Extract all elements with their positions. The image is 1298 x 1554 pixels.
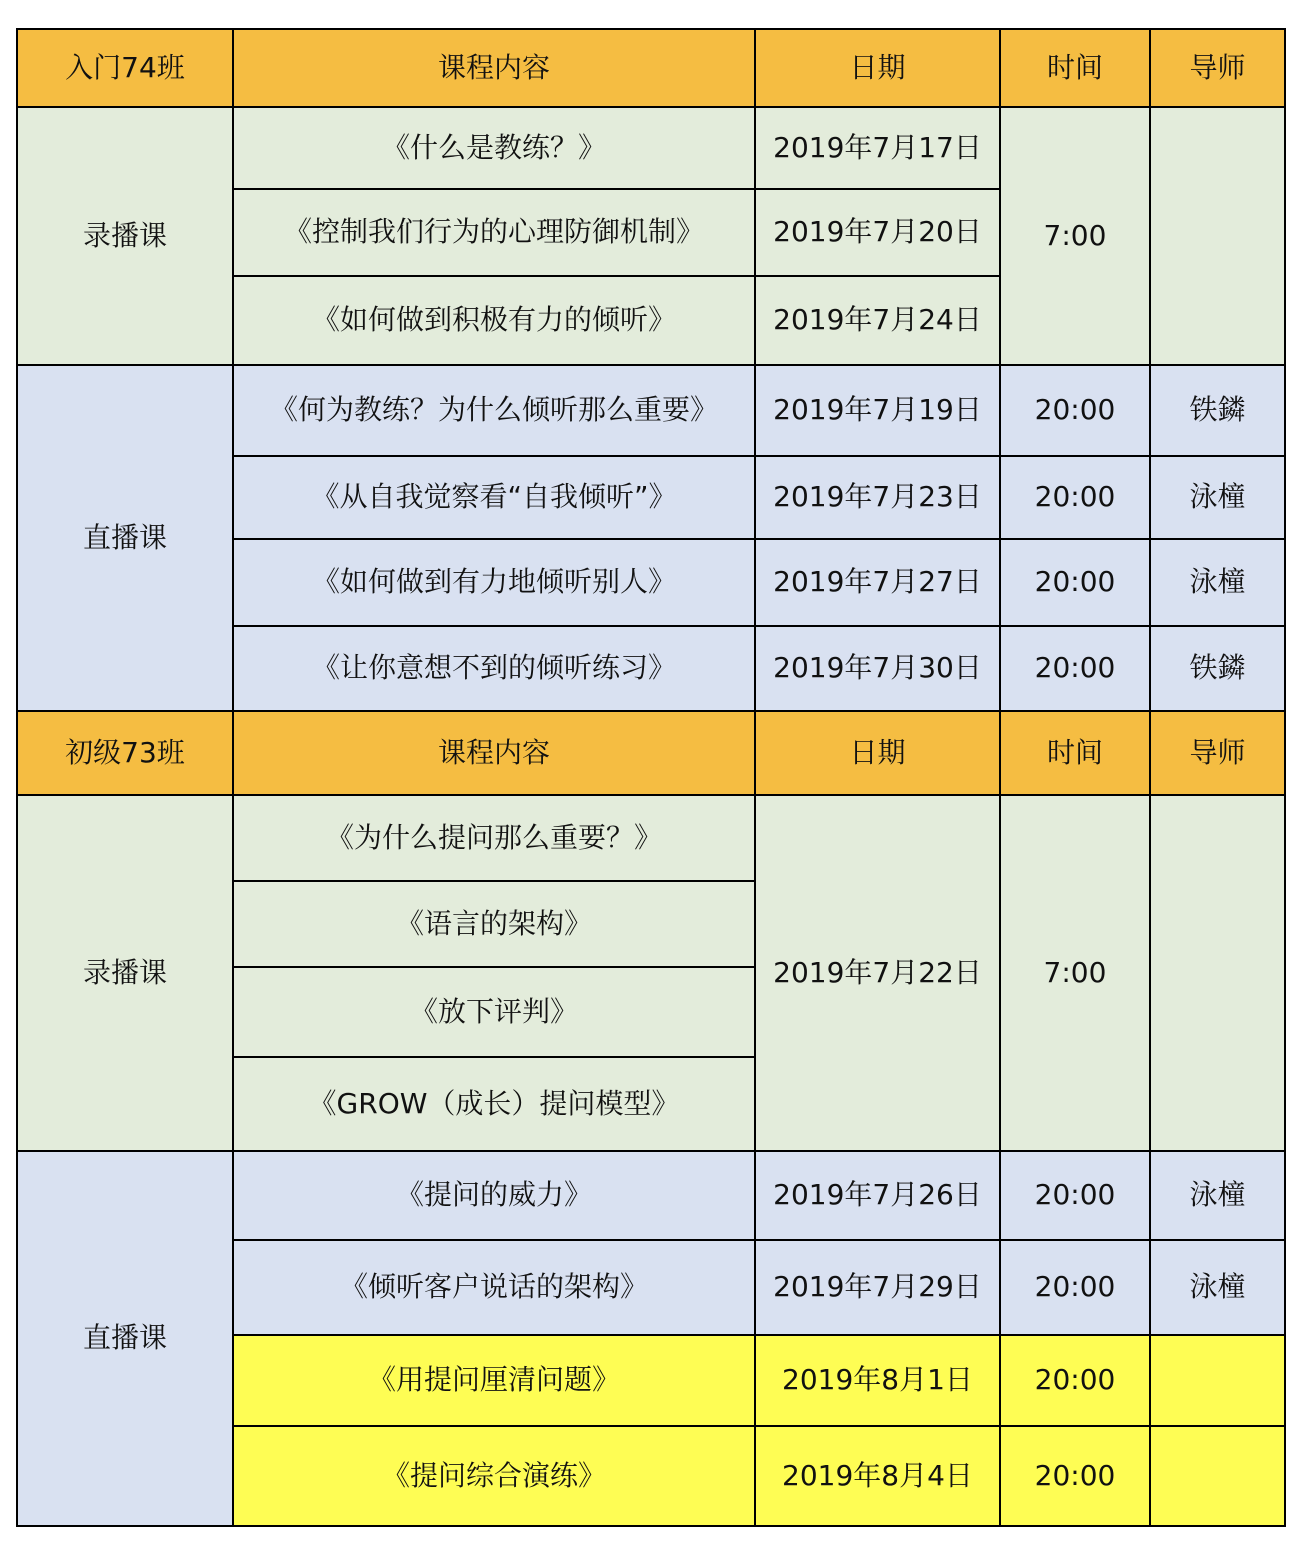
mentor-cell: 泳橦 [1150, 1151, 1285, 1240]
course-content-cell: 《为什么提问那么重要？》 [233, 795, 755, 881]
time-header: 时间 [1000, 29, 1150, 107]
course-content-cell: 《放下评判》 [233, 967, 755, 1057]
date-cell: 2019年7月17日 [755, 107, 1000, 189]
date-header: 日期 [755, 711, 1000, 795]
course-content-cell: 《GROW（成长）提问模型》 [233, 1057, 755, 1151]
class-name-cell: 入门74班 [17, 29, 233, 107]
course-schedule-table [16, 28, 1286, 1527]
date-cell: 2019年7月24日 [755, 276, 1000, 365]
mentor-cell: 铁鏻 [1150, 365, 1285, 456]
time-cell: 20:00 [1000, 1240, 1150, 1335]
section1-header-row [17, 29, 1285, 107]
table-row [17, 107, 1285, 189]
time-cell: 20:00 [1000, 1151, 1150, 1240]
class-name-cell: 初级73班 [17, 711, 233, 795]
content-header: 课程内容 [233, 29, 755, 107]
date-cell: 2019年7月29日 [755, 1240, 1000, 1335]
time-cell: 7:00 [1000, 107, 1150, 365]
mentor-cell [1150, 107, 1285, 365]
course-content-cell: 《倾听客户说话的架构》 [233, 1240, 755, 1335]
time-header: 时间 [1000, 711, 1150, 795]
mentor-cell: 泳橦 [1150, 1240, 1285, 1335]
course-content-cell: 《从自我觉察看“自我倾听”》 [233, 456, 755, 539]
mentor-cell: 泳橦 [1150, 539, 1285, 626]
date-cell: 2019年7月30日 [755, 626, 1000, 711]
date-cell: 2019年7月20日 [755, 189, 1000, 276]
course-type-cell: 直播课 [17, 365, 233, 711]
course-content-cell: 《语言的架构》 [233, 881, 755, 967]
course-content-cell: 《如何做到积极有力的倾听》 [233, 276, 755, 365]
course-type-cell: 直播课 [17, 1151, 233, 1526]
time-cell: 20:00 [1000, 1426, 1150, 1526]
date-cell: 2019年8月1日 [755, 1335, 1000, 1426]
date-cell: 2019年7月22日 [755, 795, 1000, 1151]
time-cell: 20:00 [1000, 456, 1150, 539]
course-content-cell: 《何为教练？为什么倾听那么重要》 [233, 365, 755, 456]
time-cell: 20:00 [1000, 1335, 1150, 1426]
mentor-cell: 铁鏻 [1150, 626, 1285, 711]
course-content-cell: 《如何做到有力地倾听别人》 [233, 539, 755, 626]
date-cell: 2019年7月19日 [755, 365, 1000, 456]
time-cell: 20:00 [1000, 626, 1150, 711]
date-header: 日期 [755, 29, 1000, 107]
time-cell: 20:00 [1000, 365, 1150, 456]
course-content-cell: 《控制我们行为的心理防御机制》 [233, 189, 755, 276]
course-type-cell: 录播课 [17, 107, 233, 365]
table-row [17, 365, 1285, 456]
course-content-cell: 《提问的威力》 [233, 1151, 755, 1240]
table-row [17, 795, 1285, 881]
date-cell: 2019年8月4日 [755, 1426, 1000, 1526]
mentor-header: 导师 [1150, 29, 1285, 107]
mentor-cell [1150, 1335, 1285, 1426]
time-cell: 20:00 [1000, 539, 1150, 626]
time-cell: 7:00 [1000, 795, 1150, 1151]
date-cell: 2019年7月23日 [755, 456, 1000, 539]
section2-header-row [17, 711, 1285, 795]
date-cell: 2019年7月27日 [755, 539, 1000, 626]
table-row [17, 1151, 1285, 1240]
mentor-header: 导师 [1150, 711, 1285, 795]
course-content-cell: 《提问综合演练》 [233, 1426, 755, 1526]
date-cell: 2019年7月26日 [755, 1151, 1000, 1240]
content-header: 课程内容 [233, 711, 755, 795]
course-content-cell: 《什么是教练？》 [233, 107, 755, 189]
mentor-cell [1150, 1426, 1285, 1526]
course-content-cell: 《用提问厘清问题》 [233, 1335, 755, 1426]
mentor-cell [1150, 795, 1285, 1151]
mentor-cell: 泳橦 [1150, 456, 1285, 539]
course-type-cell: 录播课 [17, 795, 233, 1151]
course-content-cell: 《让你意想不到的倾听练习》 [233, 626, 755, 711]
